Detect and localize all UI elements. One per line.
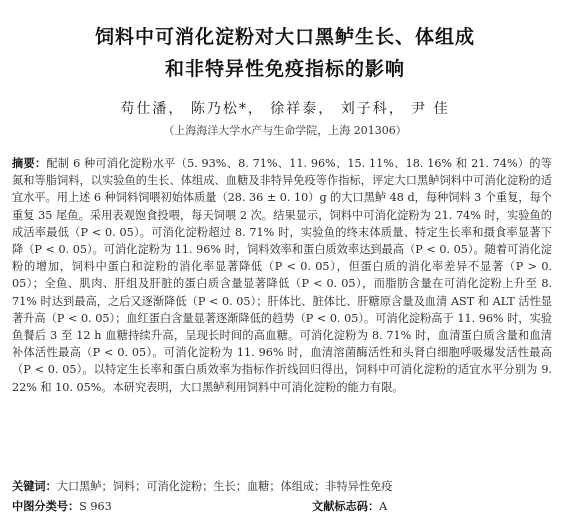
document-code: [312, 498, 387, 514]
keywords-text: 大口黑鲈；饲料；可消化淀粉；生长；血糖；体组成；非特异性免疫: [56, 480, 393, 493]
clc-number: [12, 498, 112, 514]
abstract-block: [12, 155, 552, 396]
document-code-value: A: [379, 500, 388, 513]
author-list: 苟仕潘， 陈乃松*， 徐祥泰， 刘子科， 尹 佳: [120, 101, 450, 117]
clc-label: 中图分类号：: [12, 500, 80, 513]
article-title-line-2: 和非特异性免疫指标的影响: [164, 58, 405, 80]
keywords-label: 关键词：: [12, 480, 57, 493]
clc-value: S 963: [79, 500, 112, 513]
article-title-line-1: 饲料中可消化淀粉对大口黑鲈生长、体组成: [94, 26, 475, 48]
author-affiliation: （上海海洋大学水产与生命学院，上海 201306）: [163, 124, 407, 137]
abstract-text: 配制 6 种可消化淀粉水平（5. 93%、8. 71%、11. 96%、15. 11%、18. 16% 和 21. 74%）的等氮和等脂饲料，以实验鱼的生长、体组成、血糖及非特异免疫等作指标，评定大口黑鲈饲料中可消化淀粉的适宜水平。用上述 6 种饲料饲喂初始体质量（28. 36 ± 0. 10）g 的大口黑鲈 48 d，每种饲料 3 个重复，每个重复 35 尾鱼。采用表观饱食投喂，每天饲喂 2 次。结果显示，饲料中可消化淀粉为 21. 74% 时，实验鱼的成活率最低（P < 0. 05）。可消化淀粉超过 8. 71% 时，实验鱼的终末体质量、特定生长率和摄食率显著下降（P < 0. 05）。可消化淀粉为 11. 96% 时，饲料效率和蛋白质效率达到最高（P < 0. 05）。随着可消化淀粉的增加，饲料中蛋白和淀粉的消化率显著降低（P < 0. 05），但蛋白质的消化率差异不显著（P > 0. 05）；全鱼、肌肉、肝组及肝脏的蛋白质含量显著降低（P < 0. 05），而脂肪含量在可消化淀粉上升至 8. 71% 时达到最高，之后又逐渐降低（P < 0. 05）；肝体比、脏体比、肝糖原含量及血清 AST 和 ALT 活性显著升高（P < 0. 05）；血红蛋白含量显著逐渐降低的趋势（P < 0. 05）。可消化淀粉高于 11. 96% 时，实验鱼餐后 3 至 12 h 血糖持续升高，呈现长时间的高血糖。可消化淀粉为 8. 71% 时，血清蛋白质含量和血清补体活性最高（P < 0. 05）。可消化淀粉为 11. 96% 时，血清溶菌酶活性和头肾白细胞呼吸爆发活性最高（P < 0. 05）。以特定生长率和蛋白质效率为指标作折线回归得出，饲料中可消化淀粉的适宜水平分别为 9. 22% 和 10. 05%。本研究表明，大口黑鲈利用饲料中可消化淀粉的能力有限。: [12, 157, 552, 394]
document-code-label: 文献标志码：: [312, 500, 380, 513]
abstract-label: 摘要：: [12, 157, 47, 170]
keywords-line: [12, 478, 552, 494]
